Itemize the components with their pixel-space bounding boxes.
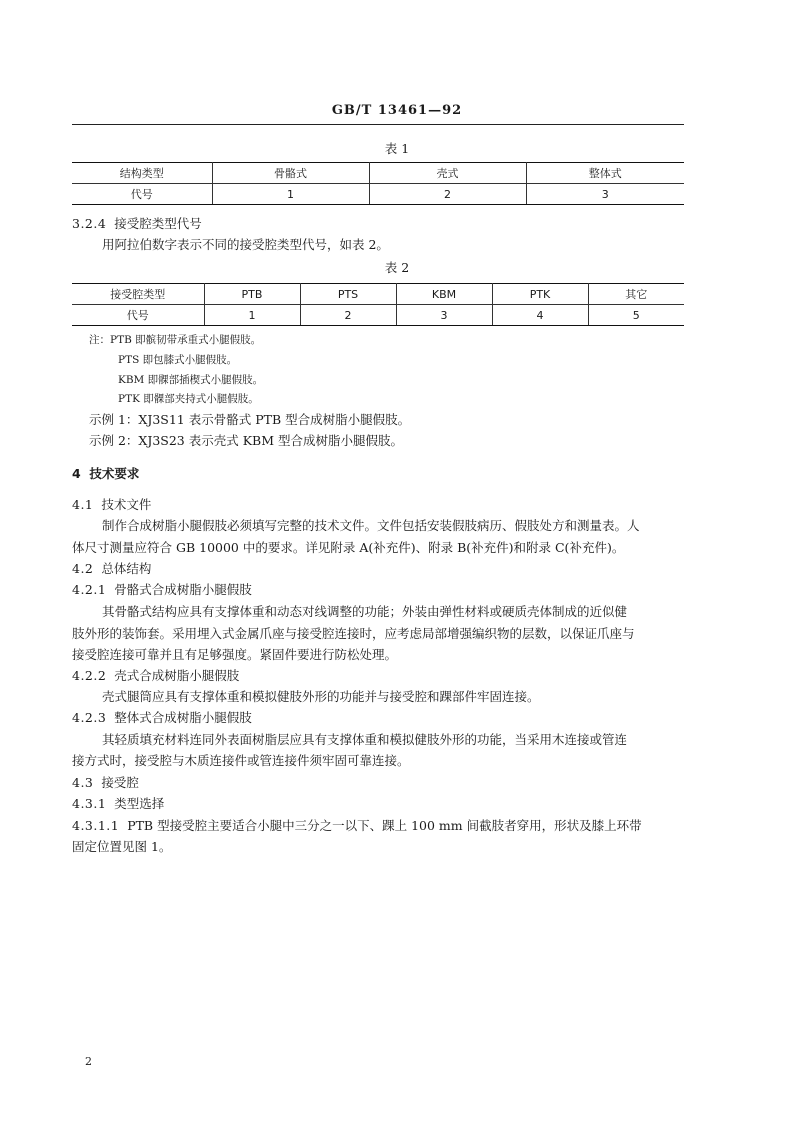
section-title: 骨骼式合成树脂小腿假肢 (114, 582, 252, 597)
section-4-heading (72, 466, 139, 482)
section-4-3-1-1-line (72, 818, 642, 834)
paragraph-line: 其骨骼式结构应具有支撑体重和动态对线调整的功能；外装由弹性材料或硬质壳体制成的近似健 (102, 604, 628, 619)
header-rule (72, 124, 684, 125)
table-1 (72, 162, 684, 205)
table1-header-cell: 结构类型 (72, 163, 212, 184)
section-title: 技术要求 (89, 466, 140, 481)
table2-cell: 4 (492, 305, 588, 326)
example-line: 示例 2：XJ3S23 表示壳式 KBM 型合成树脂小腿假肢。 (89, 433, 404, 448)
table1-header-cell: 骨骼式 (212, 163, 369, 184)
paragraph-line: 肢外形的装饰套。采用埋入式金属爪座与接受腔连接时，应考虑局部增强编织物的层数，以保证爪座与 (72, 626, 635, 641)
table1-cell: 代号 (72, 184, 212, 205)
table-row (72, 284, 684, 305)
section-title: 整体式合成树脂小腿假肢 (114, 710, 252, 725)
table1-cell: 1 (212, 184, 369, 205)
table-row (72, 305, 684, 326)
section-number: 4.2 (72, 561, 94, 576)
note-line: PTK 即髁部夹持式小腿假肢。 (118, 393, 259, 405)
section-4-2-1-heading (72, 582, 252, 598)
section-4-3-heading (72, 775, 139, 791)
section-title: 类型选择 (114, 796, 165, 811)
section-number: 4.3.1 (72, 796, 107, 811)
section-3-2-4-heading (72, 216, 202, 232)
section-title: 技术文件 (101, 497, 152, 512)
section-title: 接受腔类型代号 (114, 216, 202, 231)
section-4-1-heading (72, 497, 151, 513)
section-number: 4.2.2 (72, 668, 107, 683)
table2-cell: 2 (300, 305, 396, 326)
note-line: PTS 即包膝式小腿假肢。 (118, 354, 238, 366)
paragraph-line: 接受腔连接可靠并且有足够强度。紧固件要进行防松处理。 (72, 647, 398, 662)
table2-cell: 3 (396, 305, 492, 326)
table-2 (72, 283, 684, 326)
section-4-2-2-heading (72, 668, 239, 684)
note-line: KBM 即髁部插楔式小腿假肢。 (118, 374, 264, 386)
paragraph-line: 壳式腿筒应具有支撑体重和模拟健肢外形的功能并与接受腔和踝部件牢固连接。 (102, 689, 540, 704)
table2-header-cell: KBM (396, 284, 492, 305)
table1-caption: 表 1 (384, 141, 410, 156)
table2-header-cell: 其它 (588, 284, 684, 305)
section-number: 3.2.4 (72, 216, 107, 231)
table2-cell: 代号 (72, 305, 204, 326)
section-number: 4 (72, 466, 81, 481)
table2-header-cell: PTK (492, 284, 588, 305)
note-line: 注：PTB 即髌韧带承重式小腿假肢。 (89, 334, 262, 346)
section-number: 4.3 (72, 775, 94, 790)
section-title: 总体结构 (101, 561, 152, 576)
section-title: 壳式合成树脂小腿假肢 (114, 668, 240, 683)
section-3-2-4-text: 用阿拉伯数字表示不同的接受腔类型代号，如表 2。 (102, 237, 389, 252)
table-row (72, 163, 684, 184)
example-line: 示例 1：XJ3S11 表示骨骼式 PTB 型合成树脂小腿假肢。 (89, 412, 411, 427)
section-number: 4.1 (72, 497, 94, 512)
table2-cell: 1 (204, 305, 300, 326)
table1-header-cell: 壳式 (369, 163, 526, 184)
table2-header-cell: 接受腔类型 (72, 284, 204, 305)
section-4-2-heading (72, 561, 151, 577)
section-number: 4.3.1.1 (72, 818, 120, 833)
table1-cell: 3 (526, 184, 684, 205)
paragraph-line: 固定位置见图 1。 (72, 839, 172, 854)
table1-header-cell: 整体式 (526, 163, 684, 184)
paragraph-line: 制作合成树脂小腿假肢必须填写完整的技术文件。文件包括安装假肢病历、假肢处方和测量表。人 (102, 518, 640, 533)
section-title: 接受腔 (101, 775, 139, 790)
paragraph-line: 体尺寸测量应符合 GB 10000 中的要求。详见附录 A(补充件)、附录 B(补充件)和附录 C(补充件)。 (72, 540, 625, 555)
table-row (72, 184, 684, 205)
table2-header-cell: PTB (204, 284, 300, 305)
section-4-3-1-heading (72, 796, 164, 812)
table1-cell: 2 (369, 184, 526, 205)
table2-caption: 表 2 (384, 260, 410, 275)
section-4-2-3-heading (72, 710, 252, 726)
paragraph-line: 接方式时，接受腔与木质连接件或管连接件须牢固可靠连接。 (72, 753, 410, 768)
table2-cell: 5 (588, 305, 684, 326)
section-number: 4.2.1 (72, 582, 107, 597)
page-number: 2 (85, 1055, 92, 1068)
paragraph-line: PTB 型接受腔主要适合小腿中三分之一以下、踝上 100 mm 间截肢者穿用，形状及膝上环带 (127, 818, 642, 833)
paragraph-line: 其轻质填充材料连同外表面树脂层应具有支撑体重和模拟健肢外形的功能，当采用木连接或管连 (102, 732, 628, 747)
running-header: GB/T 13461—92 (331, 103, 463, 118)
table2-header-cell: PTS (300, 284, 396, 305)
section-number: 4.2.3 (72, 710, 107, 725)
